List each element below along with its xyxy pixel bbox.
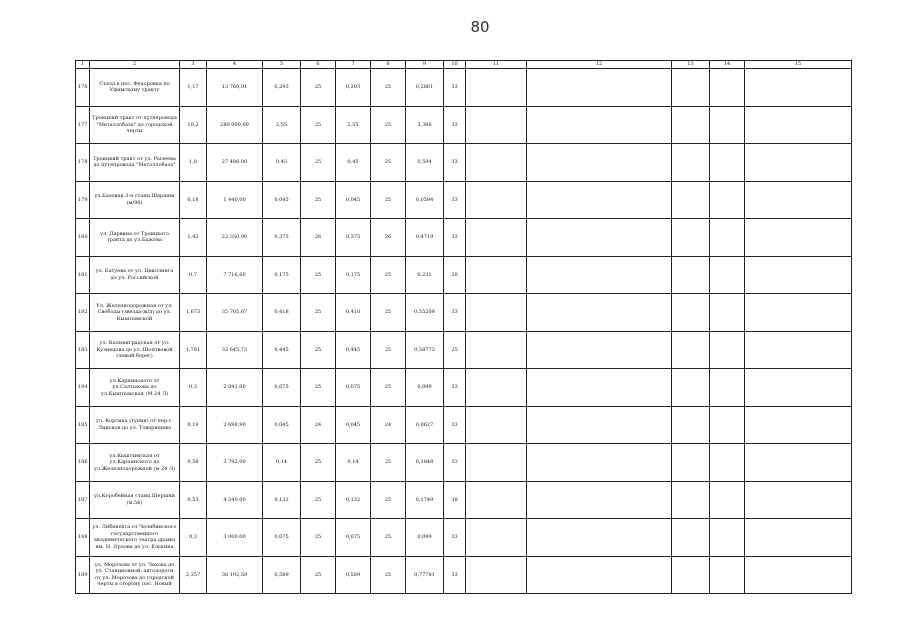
empty-cell — [466, 219, 527, 257]
column-header: 4 — [207, 61, 263, 69]
empty-cell — [710, 444, 745, 482]
empty-cell — [745, 556, 852, 594]
table-row — [76, 556, 852, 594]
table-cell: 25 — [301, 331, 336, 369]
road-table — [75, 60, 852, 594]
table-cell: 24 — [301, 406, 336, 444]
table-cell: 0,0594 — [406, 181, 444, 219]
table-cell: 0,045 — [263, 406, 301, 444]
table-cell: 33 — [444, 106, 466, 144]
empty-cell — [710, 481, 745, 519]
empty-cell — [710, 519, 745, 557]
table-cell: 0,14 — [263, 444, 301, 482]
table-row — [76, 144, 852, 182]
table-cell: 0,418 — [336, 294, 371, 332]
table-cell: 25 — [371, 331, 406, 369]
empty-cell — [745, 406, 852, 444]
table-cell: 0,075 — [336, 519, 371, 557]
table-row — [76, 444, 852, 482]
table-cell: 181 — [76, 256, 90, 294]
table-row — [76, 481, 852, 519]
empty-cell — [527, 406, 672, 444]
table-cell: 10,2 — [180, 106, 207, 144]
empty-cell — [710, 69, 745, 107]
empty-cell — [710, 406, 745, 444]
empty-cell — [745, 481, 852, 519]
table-cell: 0,77781 — [406, 556, 444, 594]
empty-cell — [672, 331, 710, 369]
table-cell: 25 — [301, 444, 336, 482]
table-cell: 178 — [76, 144, 90, 182]
table-cell: 38 — [444, 481, 466, 519]
table-cell: 0,099 — [406, 519, 444, 557]
empty-cell — [710, 256, 745, 294]
table-cell: 25 — [301, 519, 336, 557]
empty-cell — [672, 519, 710, 557]
table-cell: 0,045 — [336, 181, 371, 219]
table-cell: 187 — [76, 481, 90, 519]
table-cell: 4 240,00 — [207, 481, 263, 519]
road-name-cell: Съезд в пос. Федоровка по Уфимскому тракту — [90, 69, 180, 107]
table-cell: 3 000,00 — [207, 519, 263, 557]
table-cell: 0,45 — [263, 144, 301, 182]
table-cell: 25 — [371, 294, 406, 332]
table-cell: 33 — [444, 444, 466, 482]
empty-cell — [710, 556, 745, 594]
table-row — [76, 219, 852, 257]
table-cell: 25 — [301, 481, 336, 519]
table-cell: 0,418 — [263, 294, 301, 332]
table-cell: 0,4719 — [406, 219, 444, 257]
table-cell: 184 — [76, 369, 90, 407]
table-cell: 280 000,00 — [207, 106, 263, 144]
road-name-cell: Ул. Железнодорожная от ул. Свободы (звезда-ж/д) до ул. Кыштымской — [90, 294, 180, 332]
table-cell: 25 — [301, 144, 336, 182]
table-cell: 25 — [301, 556, 336, 594]
empty-cell — [466, 444, 527, 482]
table-cell: 1,43 — [180, 219, 207, 257]
table-cell: 22 350,90 — [207, 219, 263, 257]
empty-cell — [466, 294, 527, 332]
table-cell: 33 — [444, 556, 466, 594]
table-cell: 0,132 — [263, 481, 301, 519]
empty-cell — [466, 106, 527, 144]
table-cell: 0,14 — [336, 444, 371, 482]
empty-cell — [527, 481, 672, 519]
empty-cell — [466, 369, 527, 407]
table-cell: 33 — [444, 144, 466, 182]
table-row — [76, 256, 852, 294]
table-cell: 25 — [301, 69, 336, 107]
table-cell: 25 — [301, 256, 336, 294]
empty-cell — [466, 406, 527, 444]
table-cell: 0,231 — [406, 256, 444, 294]
table-cell: 0,594 — [406, 144, 444, 182]
road-name-cell: ул.Базовая 3-я станц.Шершни (м/96) — [90, 181, 180, 219]
table-cell: 33 — [444, 406, 466, 444]
table-cell: 2 698,90 — [207, 406, 263, 444]
table-cell: 25 — [371, 444, 406, 482]
table-cell: 0,045 — [263, 181, 301, 219]
table-cell: 0,18 — [180, 181, 207, 219]
table-cell: 26 — [301, 219, 336, 257]
road-name-cell: ул. Калиниградская от ул. Кузнецова до ул. Шоптвовой (левый берег) — [90, 331, 180, 369]
empty-cell — [745, 69, 852, 107]
table-cell: 0,55209 — [406, 294, 444, 332]
table-cell: 2,55 — [336, 106, 371, 144]
empty-cell — [527, 256, 672, 294]
table-cell: 13 760,91 — [207, 69, 263, 107]
empty-cell — [745, 219, 852, 257]
empty-cell — [527, 294, 672, 332]
table-cell: 25 — [371, 556, 406, 594]
empty-cell — [527, 444, 672, 482]
empty-cell — [672, 294, 710, 332]
empty-cell — [710, 181, 745, 219]
empty-cell — [672, 256, 710, 294]
table-cell: 2,55 — [263, 106, 301, 144]
table-cell: 0,075 — [263, 369, 301, 407]
empty-cell — [466, 144, 527, 182]
page-number: 80 — [470, 18, 490, 36]
column-header: 6 — [301, 61, 336, 69]
table-cell: 0,3 — [180, 519, 207, 557]
table-cell: 33 — [444, 69, 466, 107]
table-row — [76, 331, 852, 369]
table-cell: 25 — [371, 481, 406, 519]
road-name-cell: ул.Кыштымская от ул.Карпинского до ул.Железнодорожной (м 24 Л) — [90, 444, 180, 482]
road-name-cell: ул.Карпинского от ул.Салтыкова до ул.Кыштымская (М 24 Л) — [90, 369, 180, 407]
table-cell: 33 — [444, 294, 466, 332]
empty-cell — [527, 69, 672, 107]
table-cell: 25 — [371, 256, 406, 294]
table-cell: 32 645,73 — [207, 331, 263, 369]
column-header: 14 — [710, 61, 745, 69]
empty-cell — [466, 181, 527, 219]
empty-cell — [672, 406, 710, 444]
empty-cell — [672, 106, 710, 144]
column-header: 3 — [180, 61, 207, 69]
table-cell: 0,7 — [180, 256, 207, 294]
table-cell: 0,293 — [336, 69, 371, 107]
column-header: 11 — [466, 61, 527, 69]
empty-cell — [527, 181, 672, 219]
table-cell: 0,1848 — [406, 444, 444, 482]
road-name-cell: ул. Морозова от ул. Чехова до ул. Станционной, автодороги от ул. Морозова до городской черты в сторону пос. Новый — [90, 556, 180, 594]
empty-cell — [745, 369, 852, 407]
empty-cell — [710, 369, 745, 407]
table-cell: 25 — [444, 331, 466, 369]
table-row — [76, 369, 852, 407]
empty-cell — [745, 444, 852, 482]
table-cell: 36 192,59 — [207, 556, 263, 594]
table-cell: 1,673 — [180, 294, 207, 332]
empty-cell — [466, 331, 527, 369]
table-row — [76, 69, 852, 107]
table-cell: 0,445 — [336, 331, 371, 369]
empty-cell — [672, 444, 710, 482]
table-row — [76, 106, 852, 144]
table-cell: 186 — [76, 444, 90, 482]
empty-cell — [527, 556, 672, 594]
table-row — [76, 181, 852, 219]
table-cell: 0,0627 — [406, 406, 444, 444]
table-cell: 0,045 — [336, 406, 371, 444]
column-header: 1 — [76, 61, 90, 69]
table-cell: 3 792,00 — [207, 444, 263, 482]
table-cell: 33 — [444, 219, 466, 257]
table-cell: 25 — [371, 181, 406, 219]
empty-cell — [745, 331, 852, 369]
road-name-cell: ул. Дарвина от Троицкого тракта до ул.Бажова — [90, 219, 180, 257]
table-cell: 0,293 — [263, 69, 301, 107]
empty-cell — [672, 69, 710, 107]
column-header: 10 — [444, 61, 466, 69]
table-cell: 20 — [444, 256, 466, 294]
empty-cell — [672, 481, 710, 519]
table-cell: 1 440,00 — [207, 181, 263, 219]
road-name-cell: ул. Либкнехта от Челябинского государственного академического театра драмы им. Н. Орлова до ул. Елькина — [90, 519, 180, 557]
table-cell: 25 — [301, 106, 336, 144]
empty-cell — [710, 106, 745, 144]
table-cell: 1,781 — [180, 331, 207, 369]
table-cell: 0,099 — [406, 369, 444, 407]
empty-cell — [466, 69, 527, 107]
table-cell: 25 — [371, 106, 406, 144]
empty-cell — [710, 331, 745, 369]
table-cell: 188 — [76, 519, 90, 557]
table-cell: 0,589 — [336, 556, 371, 594]
table-cell: 0,075 — [263, 519, 301, 557]
column-header: 2 — [90, 61, 180, 69]
table-cell: 25 — [371, 69, 406, 107]
table-row — [76, 406, 852, 444]
empty-cell — [527, 144, 672, 182]
table-cell: 25 — [301, 369, 336, 407]
table-cell: 179 — [76, 181, 90, 219]
table-cell: 2 041,00 — [207, 369, 263, 407]
empty-cell — [745, 256, 852, 294]
empty-cell — [745, 294, 852, 332]
table-cell: 2,357 — [180, 556, 207, 594]
empty-cell — [745, 144, 852, 182]
table-row — [76, 294, 852, 332]
table-cell: 185 — [76, 406, 90, 444]
empty-cell — [466, 556, 527, 594]
table-cell: 0,375 — [263, 219, 301, 257]
column-header: 13 — [672, 61, 710, 69]
empty-cell — [527, 106, 672, 144]
empty-cell — [672, 219, 710, 257]
column-header: 15 — [745, 61, 852, 69]
empty-cell — [466, 481, 527, 519]
column-header: 9 — [406, 61, 444, 69]
table-cell: 0,3 — [180, 369, 207, 407]
table-cell: 0,58773 — [406, 331, 444, 369]
table-cell: 183 — [76, 331, 90, 369]
table-cell: 177 — [76, 106, 90, 144]
table-cell: 182 — [76, 294, 90, 332]
empty-cell — [710, 294, 745, 332]
empty-cell — [710, 219, 745, 257]
table-cell: 180 — [76, 219, 90, 257]
empty-cell — [745, 181, 852, 219]
table-cell: 25 — [371, 369, 406, 407]
table-cell: 26 — [371, 219, 406, 257]
table-cell: 25 — [301, 181, 336, 219]
empty-cell — [527, 369, 672, 407]
table-cell: 189 — [76, 556, 90, 594]
table-cell: 27 486,00 — [207, 144, 263, 182]
empty-cell — [672, 369, 710, 407]
empty-cell — [672, 556, 710, 594]
table-cell: 0,53 — [180, 481, 207, 519]
empty-cell — [672, 181, 710, 219]
column-header: 12 — [527, 61, 672, 69]
table-cell: 33 — [444, 369, 466, 407]
empty-cell — [672, 144, 710, 182]
empty-cell — [745, 519, 852, 557]
road-name-cell: ул. Батуева от ул. Цвиллинга до ул. Российской — [90, 256, 180, 294]
empty-cell — [527, 519, 672, 557]
table-row — [76, 519, 852, 557]
road-name-cell: ул.Коробейная станц.Шершни (м.56) — [90, 481, 180, 519]
table-cell: 0,175 — [336, 256, 371, 294]
table-cell: 0,19 — [180, 406, 207, 444]
table-cell: 176 — [76, 69, 90, 107]
table-cell: 1,17 — [180, 69, 207, 107]
table-cell: 0,175 — [263, 256, 301, 294]
road-name-cell: Троицкий тракт от ул. Рылеева до путепровода "Металлобаза" — [90, 144, 180, 182]
table-cell: 0,375 — [336, 219, 371, 257]
table-cell: 0,2861 — [406, 69, 444, 107]
table-cell: 33 — [444, 519, 466, 557]
empty-cell — [466, 256, 527, 294]
table-cell: 1,8 — [180, 144, 207, 182]
table-cell: 25 — [301, 294, 336, 332]
table-cell: 0,1749 — [406, 481, 444, 519]
table-cell: 0,589 — [263, 556, 301, 594]
table-cell: 0,075 — [336, 369, 371, 407]
empty-cell — [745, 106, 852, 144]
table-cell: 33 — [444, 181, 466, 219]
table-cell: 0,132 — [336, 481, 371, 519]
column-header: 5 — [263, 61, 301, 69]
road-name-cell: ул. Корсика (тупик) от пер.с. Линьков до ул. Товарищева — [90, 406, 180, 444]
column-header: 8 — [371, 61, 406, 69]
table-cell: 3,366 — [406, 106, 444, 144]
table-cell: 0,45 — [336, 144, 371, 182]
empty-cell — [466, 519, 527, 557]
table-cell: 25 — [371, 519, 406, 557]
header-row — [76, 61, 852, 69]
road-name-cell: Троицкий тракт от путепровода "Металлобаза" до городской черты — [90, 106, 180, 144]
empty-cell — [527, 331, 672, 369]
table-cell: 0,56 — [180, 444, 207, 482]
table-cell: 24 — [371, 406, 406, 444]
empty-cell — [527, 219, 672, 257]
table-cell: 0,445 — [263, 331, 301, 369]
column-header: 7 — [336, 61, 371, 69]
table-cell: 35 705,67 — [207, 294, 263, 332]
empty-cell — [710, 144, 745, 182]
table-cell: 7 716,60 — [207, 256, 263, 294]
table-cell: 25 — [371, 144, 406, 182]
